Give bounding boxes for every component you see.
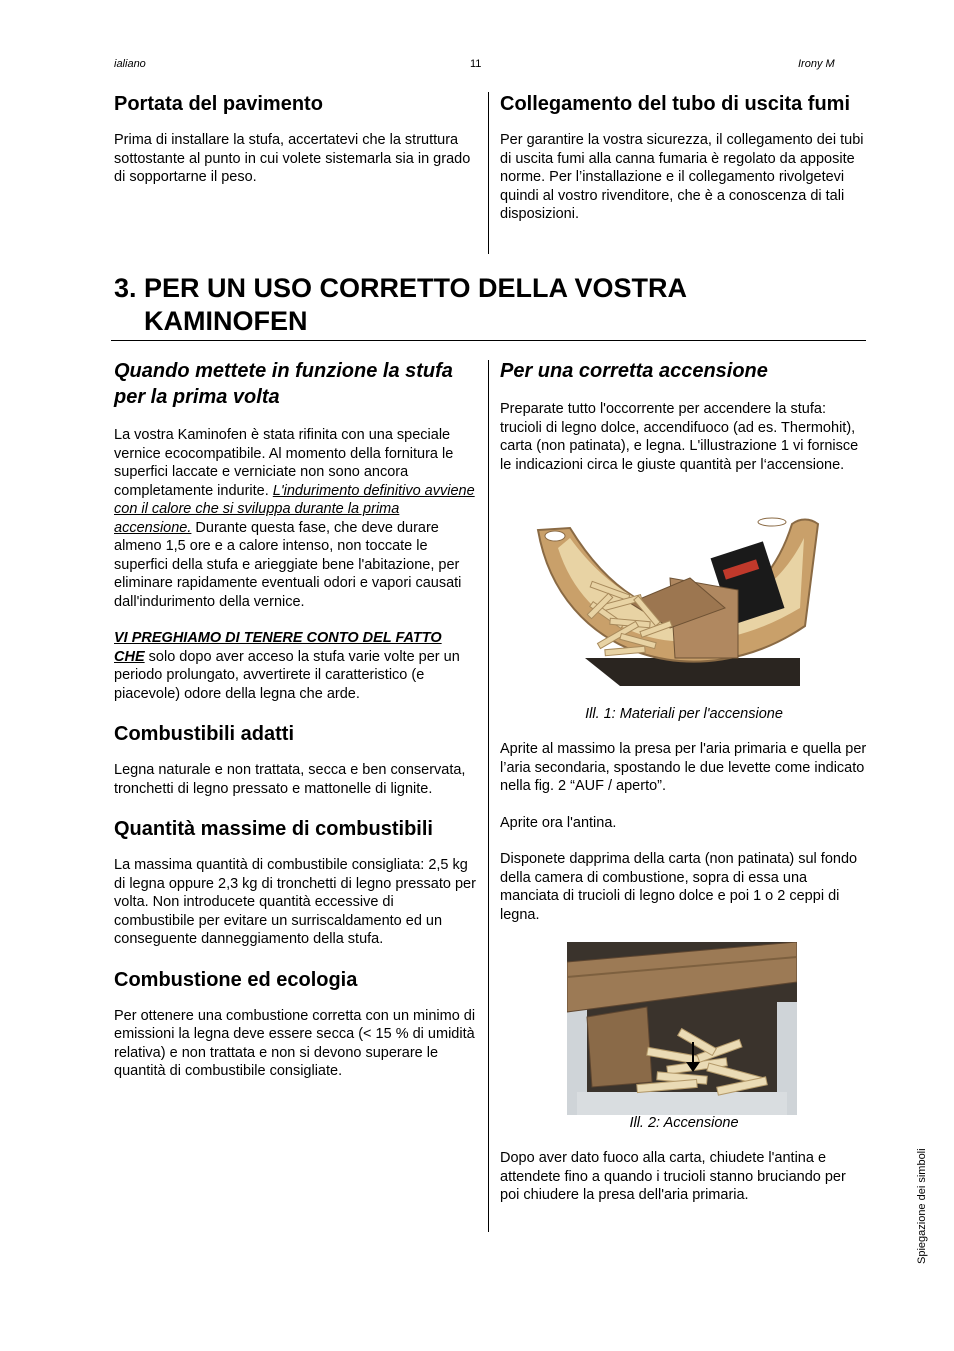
first-use-title: Quando mettete in funzione la stufa per la prima volta — [114, 360, 453, 408]
notice-label: VI PREGHIAMO DI TENERE CONTO DEL FATTO CHE — [114, 630, 442, 665]
right-column — [500, 358, 868, 1205]
max-fuel-body: La massima quantità di combustibile consigliata: 2,5 kg di legna oppure 2,3 kg di tronchetti di legno pressato per volta. Non introducete quantità eccessive di combustibile per evitare un surriscaldamento ed un conseguente danneggiamento della stufa. — [114, 857, 476, 947]
caption-2: Ill. 2: Accensione — [629, 1115, 739, 1131]
chapter-title-line1: PER UN USO CORRETTO DELLA VOSTRA — [144, 273, 688, 303]
section-title: Portata del pavimento — [114, 93, 323, 115]
chapter-heading — [114, 272, 687, 338]
section-body: Per garantire la vostra sicurezza, il collegamento dei tubi di uscita fumi alla canna fumaria è regolato da apposite norme. Per l’installazione e il collegamento rivolgetevi quindi al vostro rivenditore, che è a conoscenza di tali disposizioni. — [500, 132, 864, 222]
ignition-paragraph: Dopo aver dato fuoco alla carta, chiudete l'antina e attendete fino a quando i trucioli stanno bruciando per poi chiudere la presa dell'aria primaria. — [500, 1150, 846, 1203]
chapter-number: 3. — [114, 273, 137, 303]
arrange-fuel-paragraph: Disponete dapprima della carta (non patinata) sul fondo della camera di combustione, sopra di essa una manciata di trucioli di legno dolce e poi 1 o 2 ceppi di legna. — [500, 851, 858, 923]
caption-1: Ill. 1: Materiali per l'accensione — [585, 706, 783, 722]
section-floor-load — [114, 91, 476, 187]
ecology-title: Combustione ed ecologia — [114, 968, 358, 991]
smell-note-paragraph — [114, 629, 476, 703]
column-divider-main — [488, 360, 489, 1232]
sidebar-label: Spiegazione dei simboli — [916, 1148, 928, 1264]
header-language: ialiano — [114, 58, 146, 70]
section-flue-connection — [500, 91, 868, 224]
chapter-title-line2: KAMINOFEN — [144, 306, 308, 336]
text-run: Durante questa fase, che deve durare almeno 1,5 ore e a calore intenso, non toccate le superfici della stufa e arieggiate bene l'abitazione, per eliminare rapidamente eventuali odori e vapori causati dall'indurimento della vernice. — [114, 519, 462, 610]
fuels-body: Legna naturale e non trattata, secca e ben conservata, tronchetti di legno pressato e mattonelle di lignite. — [114, 762, 466, 797]
lighting-intro: Preparate tutto l'occorrente per accendere la stufa: trucioli di legno dolce, accendifuoco (ad es. Thermohit), carta (non patinata), e legna. L'illustrazione 1 vi fornisce le indicazioni circa le giuste quantità per l‘accensione. — [500, 401, 859, 473]
fuels-title: Combustibili adatti — [114, 723, 294, 745]
open-door-paragraph: Aprite ora l'antina. — [500, 814, 617, 831]
text-run: La vostra Kaminofen è stata rifinita con una speciale vernice ecocompatibile. Al momento della fornitura le superfici laccate e verniciate non sono ancora completamente indurite. — [114, 427, 454, 499]
illustration-2 — [567, 942, 797, 1115]
ecology-body: Per ottenere una combustione corretta con un minimo di emissioni la legna deve essere secca (< 15 % di umidità relativa) e non trattata e non si devono superare le quantità di combustibile consigliate. — [114, 1007, 476, 1079]
firewood-holder-image — [500, 508, 868, 698]
section-title: Collegamento del tubo di uscita fumi — [500, 93, 851, 115]
first-use-paragraph — [114, 426, 476, 611]
chapter-rule — [111, 340, 866, 341]
text-run: solo dopo aver acceso la stufa varie volte per un periodo prolungato, avvertirete il caratteristico (e piacevole) odore della legna che arde. — [114, 648, 460, 702]
max-fuel-title: Quantità massime di combustibili — [114, 818, 433, 840]
column-divider-top — [488, 92, 489, 254]
header-model: Irony M — [798, 58, 835, 70]
section-body: Prima di installare la stufa, accertatevi che la struttura sottostante al punto in cui volete sistemarla sia in grado di sopportarne il peso. — [114, 132, 471, 185]
left-column — [114, 358, 476, 1081]
lighting-title: Per una corretta accensione — [500, 360, 768, 382]
air-intake-paragraph: Aprite al massimo la presa per l'aria primaria e quella per l’aria secondaria, spostando le due levette come indicato nella fig. 2 “AUF / aperto”. — [500, 741, 867, 794]
hardening-note: L'indurimento definitivo avviene con il calore che si sviluppa durante la prima accensione. — [114, 482, 475, 536]
illustration-1 — [500, 508, 868, 698]
page-number: 11 — [470, 58, 482, 70]
firebox-image — [567, 942, 797, 1115]
